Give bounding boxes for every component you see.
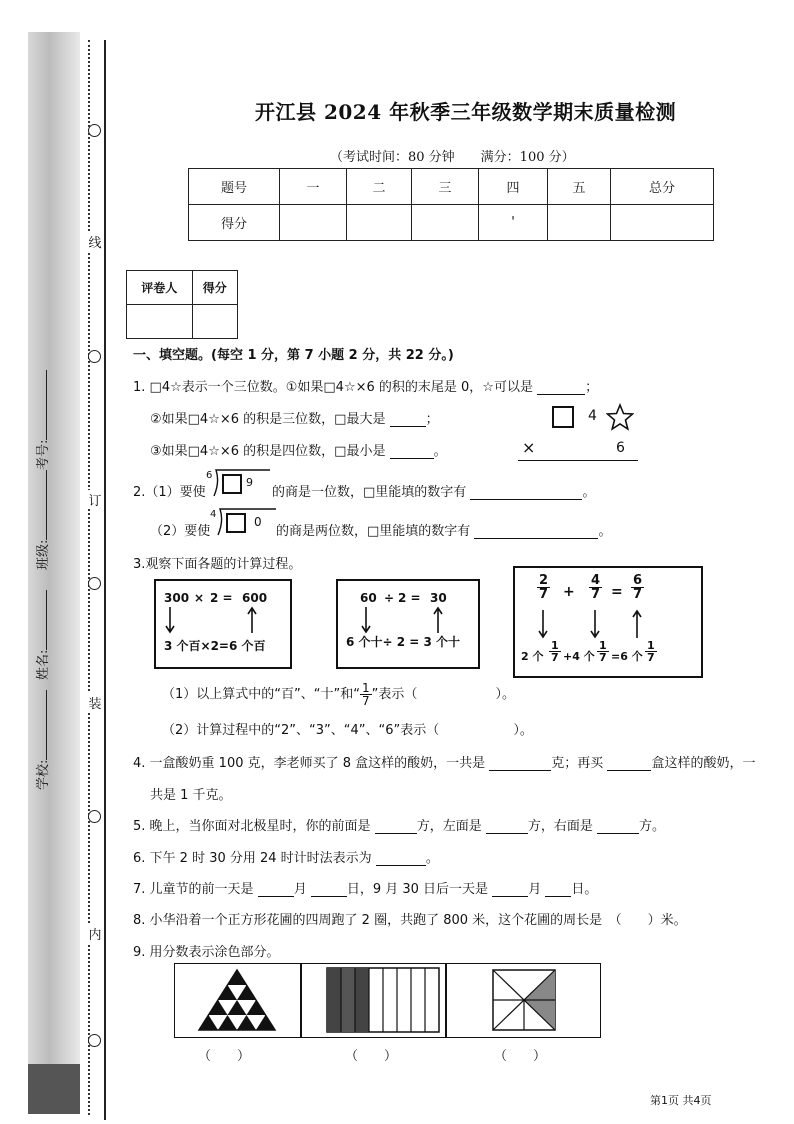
- calc-explanation: 3 个百×2=6 个百: [164, 639, 266, 653]
- question-1-line-1: [133, 376, 598, 395]
- grader-label: 评卷人: [127, 271, 193, 305]
- division-1: [206, 468, 270, 498]
- dividend-digit: 9: [246, 476, 253, 489]
- figure-rule: [518, 460, 638, 461]
- page-number: 第1页 共4页: [650, 1094, 712, 1107]
- question-text: 日。: [571, 882, 598, 897]
- digit-box: [552, 406, 574, 428]
- question-text: 2.（1）要使: [133, 485, 206, 500]
- question-1-line-3: [150, 440, 447, 459]
- margin-rule: [104, 40, 106, 1120]
- division-2: [210, 507, 276, 537]
- divisor: 6: [206, 470, 213, 481]
- calc-explanation: 2 个: [521, 650, 544, 663]
- score-cell[interactable]: [280, 205, 347, 241]
- division-bracket: [212, 468, 272, 498]
- question-text: 方，左面是: [416, 819, 482, 834]
- question-3-heading: 3.观察下面各题的计算过程。: [133, 557, 302, 572]
- calc-number: 30: [430, 591, 447, 605]
- question-4-line-2: 共是 1 千克。: [150, 788, 232, 803]
- figure-multiplier: 6: [616, 440, 625, 456]
- digit-box: [226, 513, 246, 533]
- question-text: 4. 一盒酸奶重 100 克，李老师买了 8 盒这样的酸奶，一共是: [133, 756, 486, 771]
- answer-blank[interactable]: [390, 444, 434, 459]
- exam-no-label: 考号:: [32, 370, 51, 470]
- question-text: 盒这样的酸奶，一: [651, 756, 756, 771]
- answer-blank[interactable]: [258, 882, 294, 897]
- score-cell[interactable]: ': [479, 205, 548, 241]
- arrow-icon: [156, 605, 290, 635]
- question-text: 方，右面是: [527, 819, 593, 834]
- cut-mark-line: 线: [88, 232, 102, 251]
- fraction-unit: $\frac{1}{7}$: [551, 639, 559, 664]
- row-label: 得分: [189, 205, 280, 241]
- arrow-icon: [515, 608, 701, 640]
- panel-divider: [445, 964, 447, 1037]
- header-cell: 题号: [189, 169, 280, 205]
- binding-hole-circle: [88, 1034, 101, 1047]
- question-7: [133, 878, 597, 897]
- question-text: 克；再买: [551, 756, 604, 771]
- calc-number: 60: [360, 591, 377, 605]
- bar-figure: [325, 966, 441, 1034]
- question-2-line-2: [150, 520, 210, 539]
- answer-blank[interactable]: [545, 882, 571, 897]
- class-label: 班级:: [32, 470, 51, 570]
- question-text: 的商是两位数，□里能填的数字有: [276, 524, 471, 539]
- cut-mark-fix: 装: [88, 693, 102, 712]
- question-6: [133, 847, 439, 866]
- answer-blank[interactable]: [470, 485, 582, 500]
- score-cell[interactable]: [611, 205, 714, 241]
- answer-blank[interactable]: [607, 756, 651, 771]
- binding-hole-circle: [88, 124, 101, 137]
- question-9: 9. 用分数表示涂色部分。: [133, 945, 280, 960]
- punctuation: ）。: [495, 687, 515, 702]
- grader-table: [126, 270, 238, 339]
- triangle-figure: [197, 968, 277, 1032]
- name-label: 姓名:: [32, 590, 51, 680]
- question-text: ③如果□4☆×6 的积是四位数，□最小是: [150, 444, 386, 459]
- question-text: 日，9 月 30 日后一天是: [346, 882, 489, 897]
- answer-blank[interactable]: [486, 819, 528, 834]
- star-icon: [606, 403, 634, 431]
- punctuation: 。: [433, 444, 447, 459]
- calc-operator: 2 =: [210, 591, 233, 605]
- question-8: 8. 小华沿着一个正方形花圃的四周跑了 2 圈，共跑了 800 米，这个花圃的周长是 （ ）米。: [133, 913, 687, 928]
- answer-blank[interactable]: [537, 380, 585, 395]
- score-table: [188, 168, 714, 241]
- figure-times: ×: [522, 438, 536, 457]
- school-label: 学校:: [32, 690, 51, 790]
- fraction: $\frac{1}{7}$: [361, 681, 370, 708]
- answer-blank[interactable]: [376, 851, 426, 866]
- binding-strip: [28, 32, 80, 1114]
- square-figure: [491, 968, 557, 1032]
- question-1-line-2: [150, 408, 439, 427]
- question-text: 5. 晚上，当你面对北极星时，你的前面是: [133, 819, 371, 834]
- fraction-term: $\frac{6}{7}$: [633, 573, 643, 602]
- question-5: [133, 815, 665, 834]
- binding-hole-circle: [88, 350, 101, 363]
- answer-blank[interactable]: [492, 882, 528, 897]
- question-text: 方。: [639, 819, 666, 834]
- fraction-unit: $\frac{1}{7}$: [599, 639, 607, 664]
- question-text: （2）计算过程中的“2”、“3”、“4”、“6”表示（: [162, 723, 440, 738]
- exam-info: （考试时间：80 分钟 满分：100 分）: [330, 150, 575, 165]
- score-table-row: [189, 205, 714, 241]
- answer-parens[interactable]: （ ）: [494, 1049, 547, 1064]
- question-text: 7. 儿童节的前一天是: [133, 882, 254, 897]
- calc-operator: ×: [194, 591, 205, 605]
- punctuation: ；: [585, 380, 599, 395]
- grader-score-cell[interactable]: [192, 305, 237, 339]
- calc-explanation: 6 个十÷ 2 = 3 个十: [346, 635, 461, 649]
- binding-shadow: [28, 1064, 80, 1114]
- answer-parens[interactable]: （ ）: [345, 1049, 398, 1064]
- header-cell: 二: [347, 169, 412, 205]
- shaded-figures-panel: [174, 963, 601, 1038]
- score-cell[interactable]: [347, 205, 412, 241]
- answer-blank[interactable]: [375, 819, 417, 834]
- question-text: 月: [293, 882, 307, 897]
- question-text: 6. 下午 2 时 30 分用 24 时计时法表示为: [133, 851, 372, 866]
- question-3-sub-2: [162, 719, 533, 738]
- question-text: （1）以上算式中的“百”、“十”和“: [162, 687, 360, 702]
- arrow-icon: [338, 605, 478, 635]
- punctuation: ）。: [513, 723, 533, 738]
- answer-parens[interactable]: （ ）: [198, 1049, 251, 1064]
- calc-box-divide: [336, 579, 480, 669]
- question-2-line-1-end: [272, 481, 595, 500]
- punctuation: 。: [425, 851, 439, 866]
- calc-number: 600: [242, 591, 268, 605]
- page-title: 开江县 2024 年秋季三年级数学期末质量检测: [255, 100, 677, 124]
- binding-hole-circle: [88, 810, 101, 823]
- answer-blank[interactable]: [489, 756, 551, 771]
- answer-blank[interactable]: [474, 524, 598, 539]
- score-cell[interactable]: [548, 205, 611, 241]
- fraction-term: $\frac{2}{7}$: [539, 573, 549, 602]
- punctuation: 。: [582, 485, 596, 500]
- calc-explanation: =6 个: [611, 650, 643, 663]
- score-table-header-row: [189, 169, 714, 205]
- question-text: 1. □4☆表示一个三位数。①如果□4☆×6 的积的末尾是 0，☆可以是: [133, 380, 533, 395]
- grader-score-label: 得分: [192, 271, 237, 305]
- calc-operator: =: [611, 584, 623, 600]
- answer-blank[interactable]: [311, 882, 347, 897]
- calc-operator: +: [563, 584, 575, 600]
- header-cell: 三: [412, 169, 479, 205]
- calc-box-multiply: [154, 579, 292, 669]
- calc-operator: 2 =: [398, 591, 421, 605]
- calc-box-fraction: [513, 566, 703, 678]
- dividend-digit: 0: [254, 515, 262, 529]
- section-heading: 一、填空题。(每空 1 分，第 7 小题 2 分，共 22 分。): [133, 348, 454, 363]
- grader-cell[interactable]: [127, 305, 193, 339]
- question-2-line-1: [133, 481, 206, 500]
- question-2-line-2-end: [276, 520, 611, 539]
- digit-box: [222, 474, 242, 494]
- calc-number: 300: [164, 591, 190, 605]
- header-cell: 五: [548, 169, 611, 205]
- question-4-line-1: [133, 752, 755, 771]
- panel-divider: [300, 964, 302, 1037]
- score-cell[interactable]: [412, 205, 479, 241]
- punctuation: ；: [425, 412, 439, 427]
- header-cell: 一: [280, 169, 347, 205]
- calc-explanation: +4 个: [563, 650, 595, 663]
- fraction-term: $\frac{4}{7}$: [591, 573, 601, 602]
- figure-digit: 4: [588, 408, 597, 424]
- binding-hole-circle: [88, 577, 101, 590]
- divisor: 4: [210, 509, 217, 520]
- question-text: （2）要使: [150, 524, 211, 539]
- answer-blank[interactable]: [597, 819, 639, 834]
- cut-mark-inside: 内: [88, 924, 102, 943]
- question-text: 的商是一位数，□里能填的数字有: [272, 485, 467, 500]
- calc-operator: ÷: [384, 591, 395, 605]
- header-cell: 四: [479, 169, 548, 205]
- question-text: 月: [528, 882, 542, 897]
- answer-blank[interactable]: [390, 412, 426, 427]
- question-text: ”表示（: [371, 687, 418, 702]
- header-cell: 总分: [611, 169, 714, 205]
- punctuation: 。: [598, 524, 612, 539]
- fraction-unit: $\frac{1}{7}$: [647, 639, 655, 664]
- cut-mark-bind: 订: [88, 490, 102, 509]
- question-text: ②如果□4☆×6 的积是三位数，□最大是: [150, 412, 386, 427]
- question-3-sub-1: [162, 682, 515, 707]
